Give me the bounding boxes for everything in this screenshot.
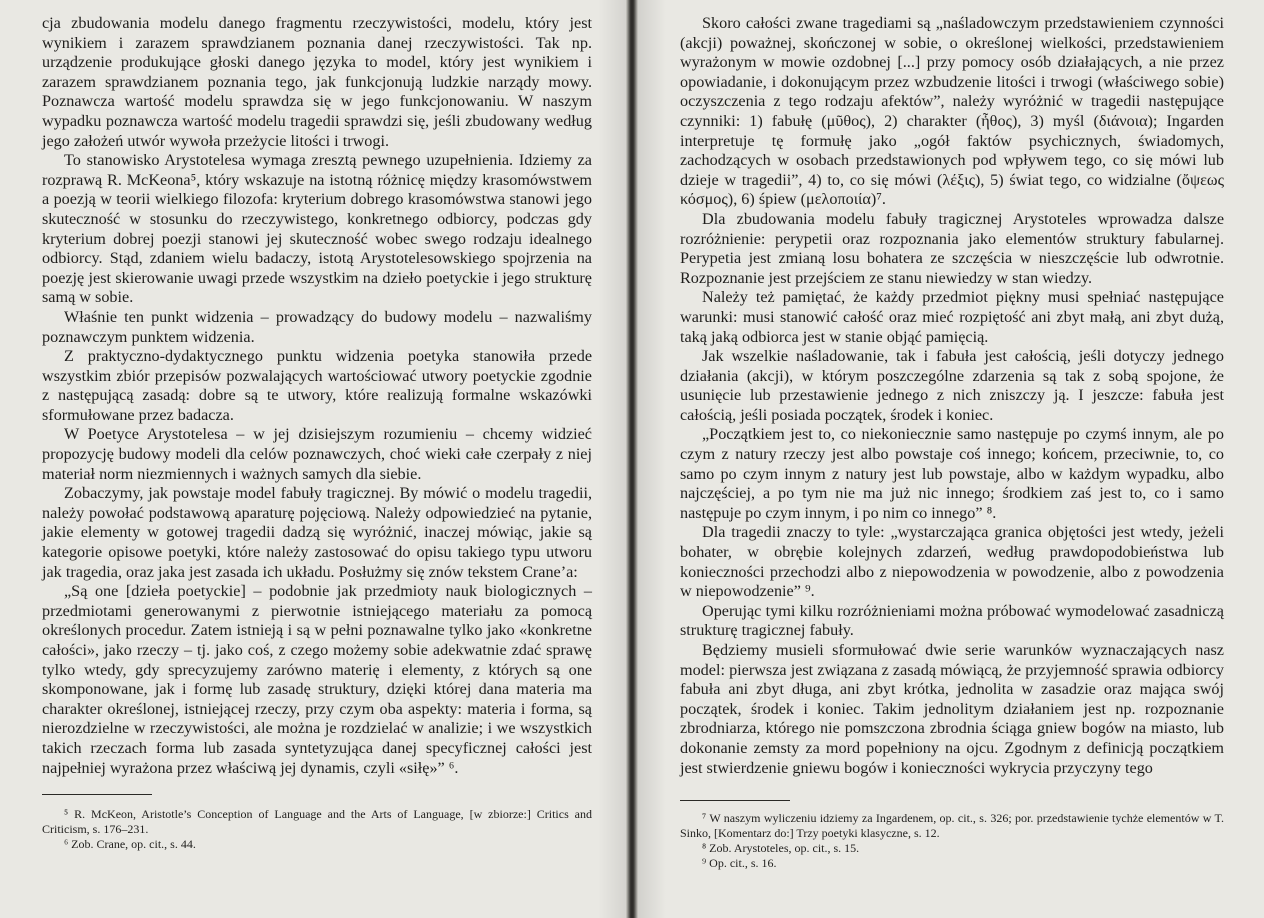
paragraph: „Początkiem jest to, co niekoniecznie samo następuje po czymś innym, ale po czym z natury rzeczy jest albo powstaje coś innego; końcem, przeciwnie, to, co samo po czym innym z natury jest lub powstaje, albo w każdym wypadku, albo najczęściej, a po tym nie ma już nic innego; środkiem zaś jest to, co i samo następuje po czym innym, i po nim co innego” ⁸.	[680, 425, 1224, 522]
footnote-rule	[680, 800, 790, 801]
paragraph: Będziemy musieli sformułować dwie serie warunków wyznaczających nasz model: pierwsza jest związana z zasadą mówiącą, że przyjemność sprawia odbiorcy fabuła ani zbyt długa, ani zbyt krótka, jednolita w zasadzie oraz mająca swój początek, środek i koniec. Takim jednolitym działaniem jest np. rozpoznanie zbrodniarza, którego nie pomszczona zbrodnia ściąga gniew bogów na miasto, lub dokonanie zemsty za mord popełniony na ojcu. Zgodnym z definicją początkiem jest stwierdzenie gniewu bogów i konieczności wykrycia przyczyny tego	[680, 641, 1224, 777]
footnote-rule	[42, 794, 152, 795]
block-quote: „Są one [dzieła poetyckie] – podobnie jak przedmioty nauk biologicznych – przedmiotami generowanymi z pierwotnie istniejącego materiału za pomocą określonych procedur. Zatem istnieją i są w pełni poznawalne tylko jako «konkretne całości», jako rzeczy – tj. jako coś, z czego możemy sobie adekwatnie zdać sprawę tylko wtedy, gdy sprecyzujemy zarówno materię i elementy, z których są one skomponowane, jak i formę lub zasadę struktury, dzięki której dana materia ma charakter określonej, istniejącej rzeczy, przy czym oba aspekty: materia i forma, są nierozdzielne w rzeczywistości, ale można je rozdzielać w analizie; i we wszystkich takich rzeczach forma lub zasada syntetyzująca danej specyficznej całości jest najpełniej wyrażona przez właściwą jej dynamis, czyli «siłę»” ⁶.	[42, 582, 592, 777]
footnote: ⁷ W naszym wyliczeniu idziemy za Ingardenem, op. cit., s. 326; por. przedstawienie tychże elementów w T. Sinko, [Komentarz do:] Trzy poetyki klasyczne, s. 12.	[680, 811, 1224, 841]
paragraph: Zobaczymy, jak powstaje model fabuły tragicznej. By mówić o modelu tragedii, należy powołać podstawową aparaturę pojęciową. Należy odpowiedzieć na pytanie, jakie elementy w gotowej tragedii dadzą się wyróżnić, inaczej mówiąc, jakie są kategorie opisowe poetyki, które należy zastosować do opisu takiego typu utworu jak tragedia, oraz jaka jest zasada ich układu. Posłużmy się znów tekstem Crane’a:	[42, 484, 592, 581]
paragraph: Dla tragedii znaczy to tyle: „wystarczająca granica objętości jest wtedy, jeżeli bohater, w obrębie kolejnych zdarzeń, według prawdopodobieństwa lub konieczności przechodzi albo z niepowodzenia w powodzenie, albo z powodzenia w niepowodzenie” ⁹.	[680, 523, 1224, 601]
paragraph: Właśnie ten punkt widzenia – prowadzący do budowy modelu – nazwaliśmy poznawczym punktem widzenia.	[42, 307, 592, 346]
footnotes	[42, 794, 592, 852]
paragraph: Jak wszelkie naśladowanie, tak i fabuła jest całością, jeśli dotyczy jednego działania (akcji), w którym poszczególne zdarzenia są tak z sobą spojone, że usunięcie lub przestawienie jednego z nich zniszczy ją. I jeszcze: fabuła jest całością, jeśli posiada początek, środek i koniec.	[680, 347, 1224, 424]
footnote: ⁹ Op. cit., s. 16.	[702, 856, 777, 871]
footnote: ⁵ R. McKeon, Aristotle’s Conception of Language and the Arts of Language, [w zbiorze:] Critics and Criticism, s. 176–231.	[42, 807, 592, 837]
footnote: ⁶ Zob. Crane, op. cit., s. 44.	[64, 837, 196, 852]
right-page	[638, 0, 1264, 918]
paragraph: To stanowisko Arystotelesa wymaga zresztą pewnego uzupełnienia. Idziemy za rozprawą R. McKeona⁵, który wskazuje na istotną różnicę między krasomówstwem a poezją w teorii wielkiego filozofa: kryterium dobrego krasomówstwa stanowi jego skuteczność w stosunku do rzeczywistego, konkretnego odbiorcy, podczas gdy kryterium dobrej poezji stanowi jej skuteczność wobec swego rodzaju idealnego odbiorcy. Stąd, zdaniem wielu badaczy, istotą Arystotelesowskiego spojrzenia na poezję jest skierowanie uwagi przede wszystkim na dzieło poetyckie i jego strukturę samą w sobie.	[42, 151, 592, 307]
book-gutter	[626, 0, 638, 918]
paragraph: Z praktyczno-dydaktycznego punktu widzenia poetyka stanowiła przede wszystkim zbiór przepisów pozwalających wartościować utwory poetyckie zgodnie z następującą zasadą: dobre są te utwory, które realizują formalne wskazówki sformułowane przez badacza.	[42, 347, 592, 424]
paragraph: Skoro całości zwane tragediami są „naśladowczym przedstawieniem czynności (akcji) poważnej, skończonej w sobie, o określonej wielkości, przedstawieniem wyrażonym w mowie ozdobnej [...] przy pomocy osób działających, a nie przez opowiadanie, i dokonującym przez wzbudzenie litości i trwogi (właściwego sobie) oczyszczenia z tego rodzaju afektów”, należy wyróżnić w tragedii następujące czynniki: 1) fabułę (μῦθος), 2) charakter (ἦθος), 3) myśl (διάνοια); Ingarden interpretuje tę formułę jako „ogół faktów psychicznych, świadomych, zachodzących w osobach przedstawionych pod wpływem tego, co się mówi lub dzieje w tragedii”, 4) to, co się mówi (λέξις), 5) świat tego, co widzialne (ὄψεως κόσμος), 6) śpiew (μελοποιία)⁷.	[680, 14, 1224, 209]
page-shadow	[638, 0, 666, 918]
paragraph: W Poetyce Arystotelesa – w jej dzisiejszym rozumieniu – chcemy widzieć propozycję budowy modeli dla celów poznawczych, choć wieki całe czerpały z niej materiał norm niezmiennych i ważnych samych dla siebie.	[42, 425, 592, 483]
footnote: ⁸ Zob. Arystoteles, op. cit., s. 15.	[702, 841, 860, 856]
page-shadow	[598, 0, 626, 918]
right-body	[680, 14, 1224, 778]
paragraph: Dla zbudowania modelu fabuły tragicznej Arystoteles wprowadza dalsze rozróżnienie: perypetii oraz rozpoznania jako elementów struktury fabularnej. Perypetia jest zmianą losu bohatera ze szczęścia w nieszczęście lub odwrotnie. Rozpoznanie jest przejściem ze stanu niewiedzy w stan wiedzy.	[680, 209, 1224, 287]
left-body	[42, 14, 592, 778]
footnotes	[680, 800, 1224, 871]
paragraph: Operując tymi kilku rozróżnieniami można próbować wymodelować zasadniczą strukturę tragicznej fabuły.	[680, 601, 1224, 640]
paragraph: cja zbudowania modelu danego fragmentu rzeczywistości, modelu, który jest wynikiem i zarazem sprawdzianem poznania danej rzeczywistości. Tak np. urządzenie produkujące głoski danego języka to model, który jest wynikiem i zarazem sprawdzianem poznania tego, jak funkcjonują ludzkie narządy mowy. Poznawcza wartość modelu sprawdza się w jego funkcjonowaniu. W naszym wypadku poznawcza wartość modelu tragedii sprawdzi się, jeśli zbudowany według jego założeń utwór wywoła przeżycie litości i trwogi.	[42, 14, 592, 150]
paragraph: Należy też pamiętać, że każdy przedmiot piękny musi spełniać następujące warunki: musi stanowić całość oraz mieć rozpiętość ani zbyt małą, ani zbyt dużą, taką jaką odbiorca jest w stanie objąć pamięcią.	[680, 288, 1224, 346]
left-page	[0, 0, 626, 918]
